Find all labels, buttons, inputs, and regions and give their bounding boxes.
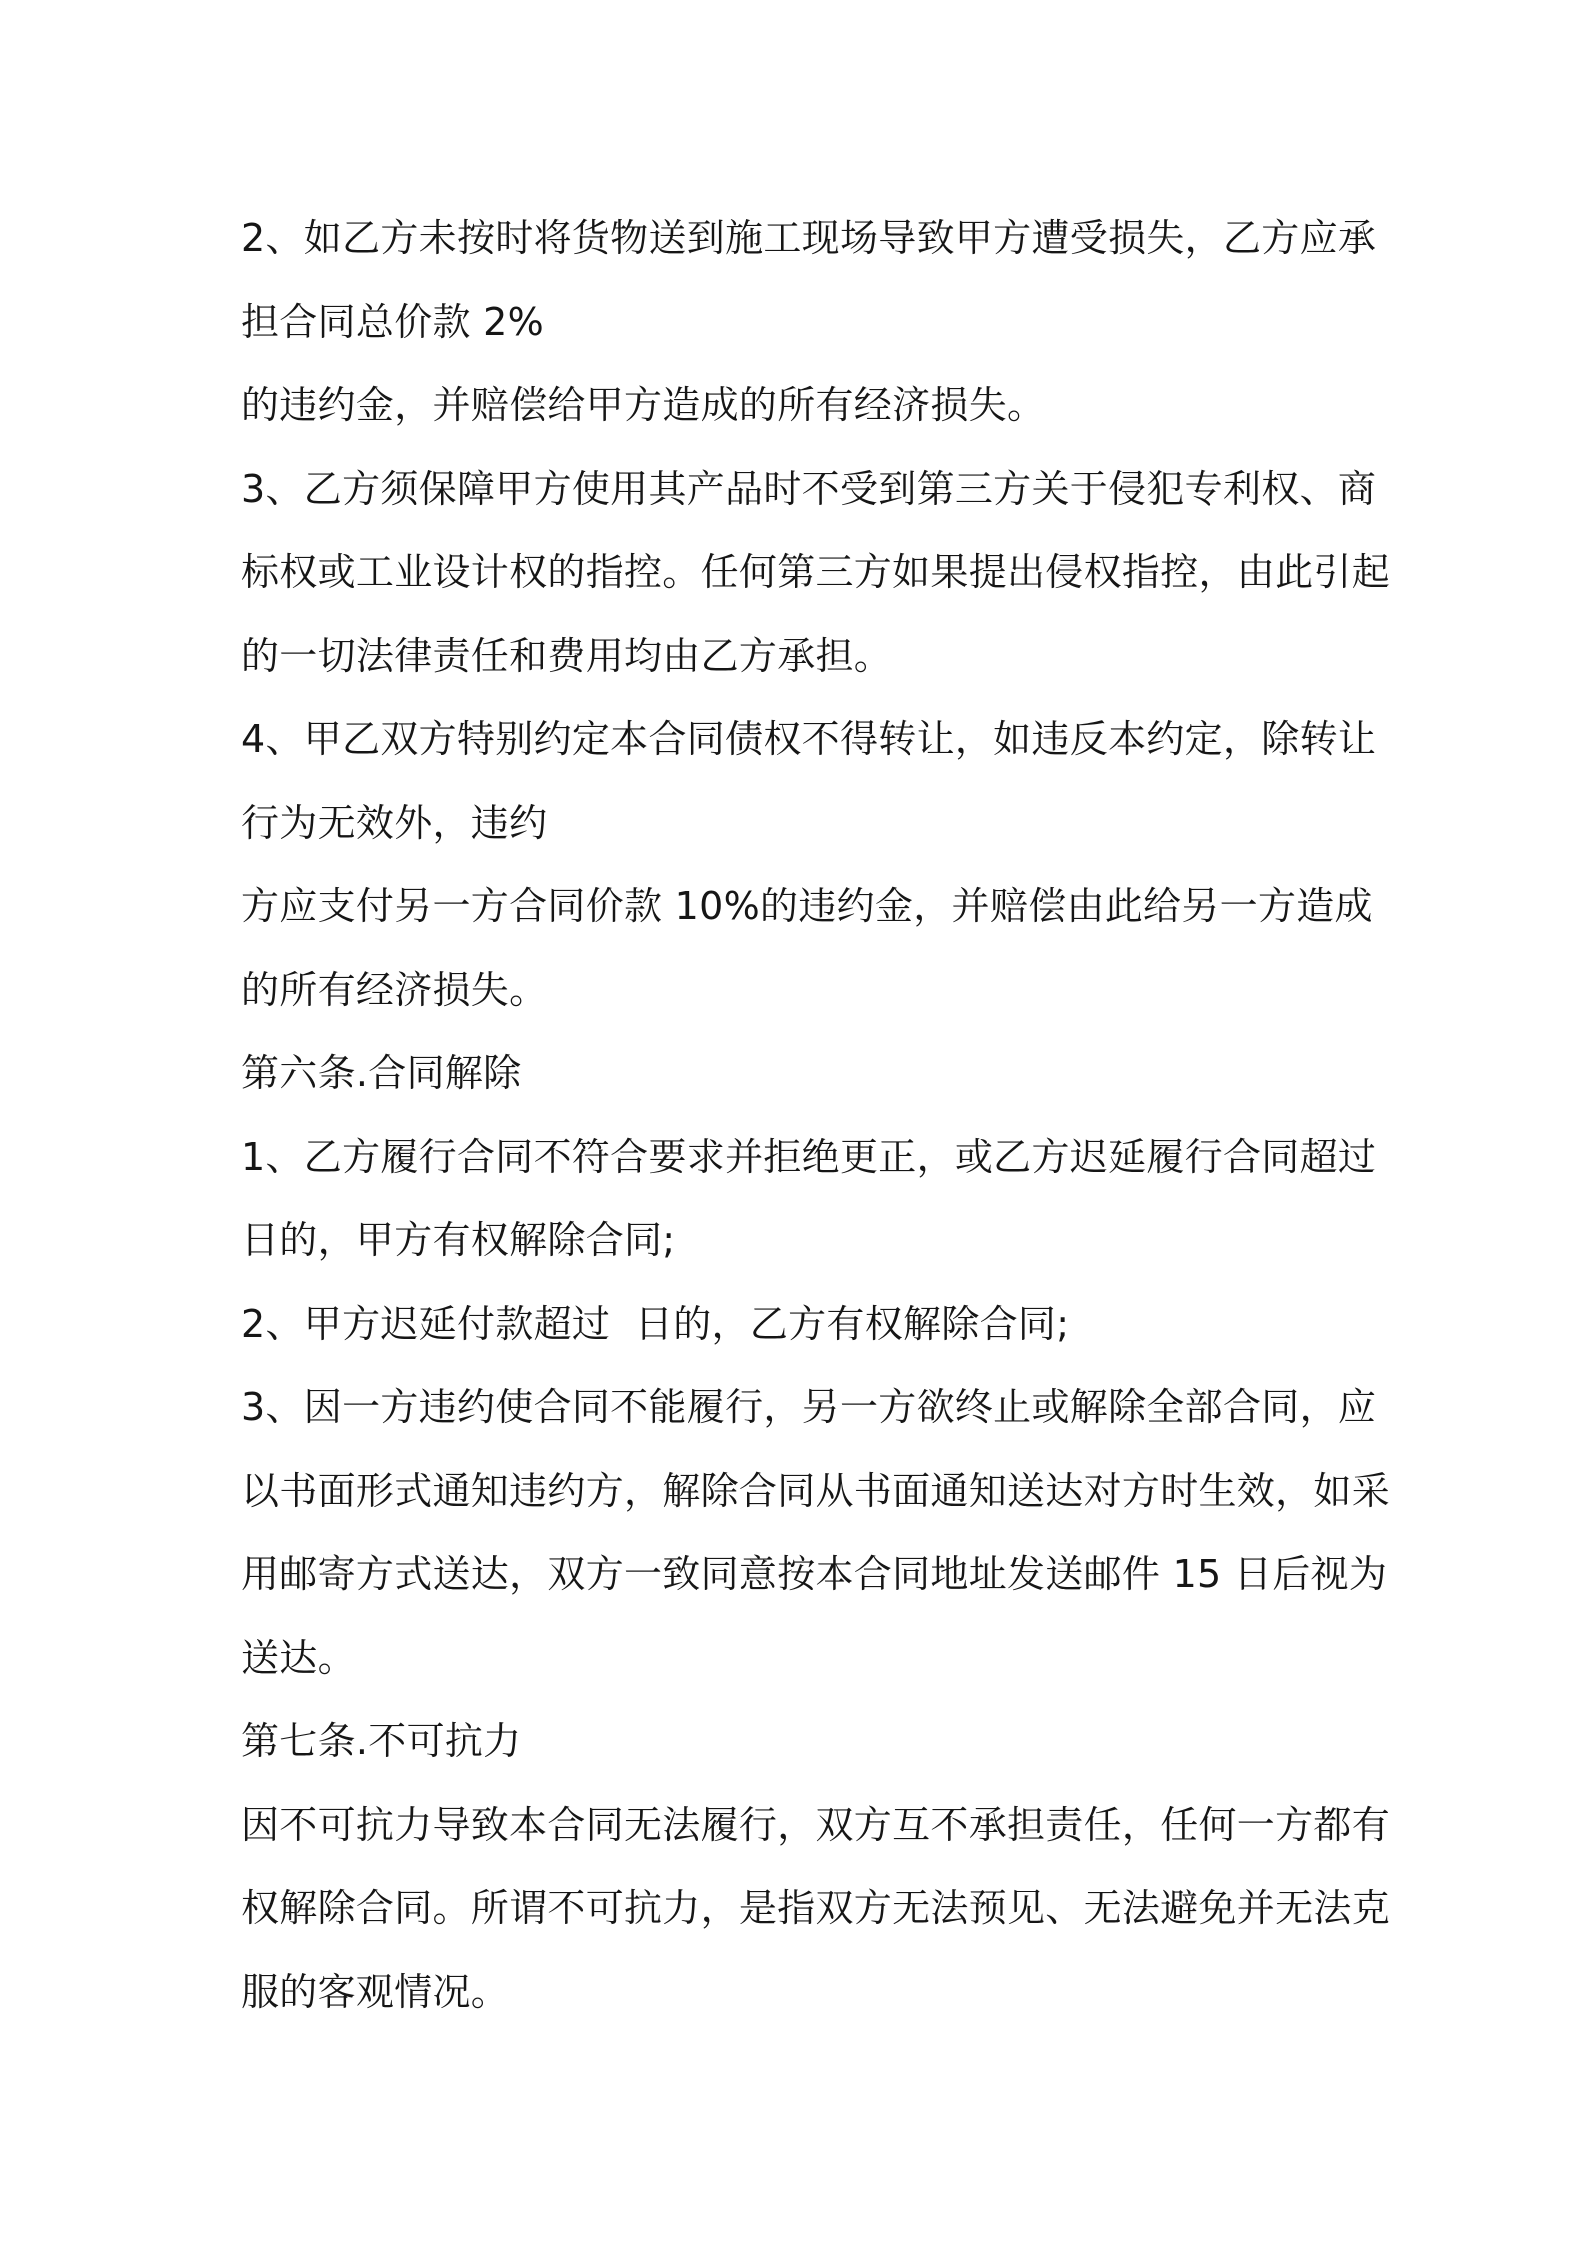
document-body — [241, 197, 1391, 2034]
clause-5-2-line-2: 担合同总价款 2% — [241, 299, 545, 344]
clause-6-3-line-2: 以书面形式通知违约方，解除合同从书面通知送达对方时生效，如采 — [241, 1468, 1391, 1513]
clause-5-3-line-1: 3、乙方须保障甲方使用其产品时不受到第三方关于侵犯专利权、商 — [241, 466, 1377, 511]
clause-6-3-line-4: 送达。 — [241, 1635, 356, 1680]
clause-5-2-line-1: 2、如乙方未按时将货物送到施工现场导致甲方遭受损失，乙方应承 — [241, 216, 1377, 260]
clause-6-3-line-3: 用邮寄方式送达，双方一致同意按本合同地址发送邮件 15 日后视为 — [241, 1552, 1388, 1596]
clause-6-1-line-1: 1、乙方履行合同不符合要求并拒绝更正，或乙方迟延履行合同超过 — [241, 1134, 1377, 1179]
section-7-body-line-1: 因不可抗力导致本合同无法履行，双方互不承担责任，任何一方都有 — [241, 1802, 1391, 1847]
section-7-body-line-3: 服的客观情况。 — [241, 1969, 510, 2014]
section-7-heading: 第七条.不可抗力 — [241, 1719, 522, 1763]
clause-5-4-line-2: 行为无效外，违约 — [241, 800, 548, 845]
clause-5-4-line-4: 的所有经济损失。 — [241, 967, 548, 1012]
clause-5-2-line-3: 的违约金，并赔偿给甲方造成的所有经济损失。 — [241, 383, 1046, 427]
clause-6-1-line-2: 日的，甲方有权解除合同; — [241, 1218, 676, 1262]
clause-5-3-line-2: 标权或工业设计权的指控。任何第三方如果提出侵权指控，由此引起 — [241, 550, 1391, 594]
section-7-body-line-2: 权解除合同。所谓不可抗力，是指双方无法预见、无法避免并无法克 — [241, 1886, 1391, 1930]
clause-5-4-line-1: 4、甲乙双方特别约定本合同债权不得转让，如违反本约定，除转让 — [241, 717, 1377, 761]
clause-5-4-line-3: 方应支付另一方合同价款 10%的违约金，并赔偿由此给另一方造成 — [241, 884, 1373, 928]
clause-6-2-line-1: 2、甲方迟延付款超过 日的，乙方有权解除合同; — [241, 1301, 1070, 1346]
clause-5-3-line-3: 的一切法律责任和费用均由乙方承担。 — [241, 633, 893, 678]
section-6-heading: 第六条.合同解除 — [241, 1051, 522, 1095]
clause-6-3-line-1: 3、因一方违约使合同不能履行，另一方欲终止或解除全部合同，应 — [241, 1385, 1377, 1429]
